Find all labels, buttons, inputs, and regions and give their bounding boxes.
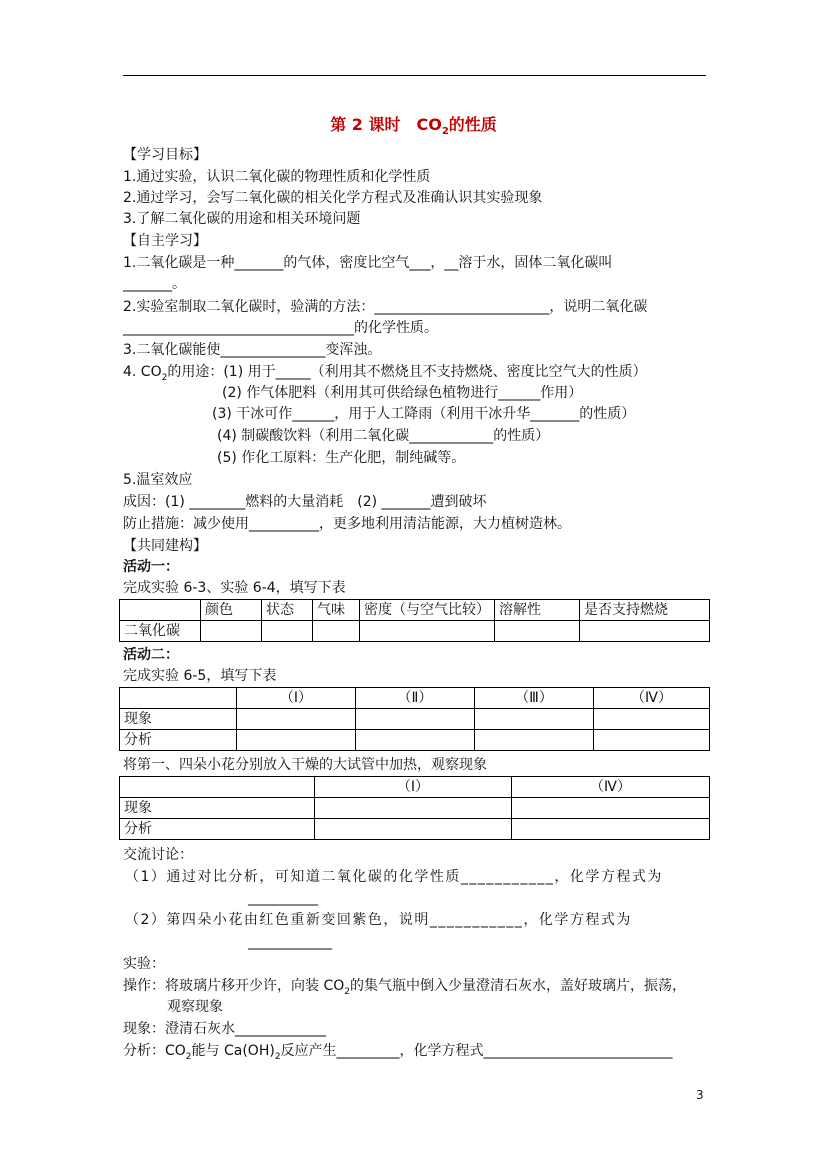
question-3: 3.二氧化碳能使_______________变浑浊。	[123, 342, 382, 358]
page-number: 3	[696, 1088, 704, 1102]
answer-cell[interactable]	[360, 621, 495, 642]
table-header: （Ⅱ）	[356, 688, 475, 709]
page-title: 第 2 课时 $CO_2$的性质	[330, 115, 497, 138]
question-4-line-1: 4. $CO_2$的用途：(1) 用于_____（利用其不燃烧且不支持燃烧、密度比空气大的性质）	[123, 364, 647, 383]
goals-heading: 【学习目标】	[123, 147, 207, 163]
discussion-heading: 交流讨论：	[123, 847, 193, 863]
row-label: 二氧化碳	[120, 621, 201, 642]
property-table	[119, 599, 710, 642]
answer-cell[interactable]	[313, 621, 360, 642]
answer-cell[interactable]	[237, 709, 356, 730]
table-row	[120, 709, 710, 730]
answer-cell[interactable]	[315, 819, 512, 840]
phenomenon-line: 现象：澄清石灰水_____________	[123, 1021, 326, 1037]
build-heading: 【共同建构】	[123, 538, 207, 554]
row-label: 分析	[120, 819, 315, 840]
question-4-use-2: (2) 作气体肥料（利用其可供给绿色植物进行______作用）	[222, 385, 583, 401]
answer-cell[interactable]	[475, 730, 594, 751]
question-4-use-3: (3) 干冰可作______，用于人工降雨（利用干冰升华_______的性质）	[212, 406, 636, 422]
table-header: （Ⅰ）	[315, 777, 512, 798]
answer-cell[interactable]	[594, 730, 710, 751]
row-label: 分析	[120, 730, 237, 751]
table-header: 颜色	[201, 600, 262, 621]
answer-cell[interactable]	[495, 621, 580, 642]
answer-cell[interactable]	[237, 730, 356, 751]
answer-cell[interactable]	[262, 621, 313, 642]
discussion-2-line-1: （2）第四朵小花由红色重新变回紫色，说明___________，化学方程式为	[125, 912, 632, 928]
heating-task: 将第一、四朵小花分别放入干燥的大试管中加热，观察现象	[123, 757, 487, 773]
table-header: （Ⅳ）	[594, 688, 710, 709]
row-label: 现象	[120, 709, 237, 730]
analysis-line: 分析：$CO_2$能与 $Ca(OH)_2$反应产生_________，化学方程式___________________________	[123, 1043, 673, 1062]
activity-2-task: 完成实验 6-5，填写下表	[123, 668, 277, 684]
table-row	[120, 621, 710, 642]
question-1-line-1: 1.二氧化碳是一种_______的气体，密度比空气___，__溶于水，固体二氧化碳叫	[123, 255, 613, 271]
experiment-heading: 实验：	[123, 956, 165, 972]
activity-1-task: 完成实验 6-3、实验 6-4，填写下表	[123, 580, 346, 596]
table-header: 是否支持燃烧	[580, 600, 710, 621]
greenhouse-measure: 防止措施：减少使用__________，更多地利用清洁能源，大力植树造林。	[123, 516, 571, 532]
table-header-row	[120, 688, 710, 709]
answer-cell[interactable]	[201, 621, 262, 642]
question-5: 5.温室效应	[123, 472, 193, 488]
question-4-use-5: (5) 作化工原料：生产化肥，制纯碱等。	[217, 450, 466, 466]
operation-line-2: 观察现象	[167, 999, 223, 1015]
operation-line-1: 操作：将玻璃片移开少许，向装 $CO_2$的集气瓶中倒入少量澄清石灰水，盖好玻璃片，振荡，	[123, 978, 686, 997]
question-1-line-2: _______。	[123, 276, 186, 292]
header-rule	[123, 75, 706, 76]
answer-cell[interactable]	[512, 798, 710, 819]
table-header: （Ⅰ）	[237, 688, 356, 709]
question-2-line-2: _________________________________的化学性质。	[123, 320, 438, 336]
table-row	[120, 798, 710, 819]
answer-cell[interactable]	[594, 709, 710, 730]
table-cell	[120, 600, 201, 621]
table-row	[120, 730, 710, 751]
question-2-line-1: 2.实验室制取二氧化碳时，验满的方法：_________________________，说明二氧化碳	[123, 299, 648, 315]
discussion-1-line-2: __________	[248, 890, 318, 906]
table-header: 状态	[262, 600, 313, 621]
self-study-heading: 【自主学习】	[123, 233, 207, 249]
table-header-row	[120, 777, 710, 798]
activity-2-heading: 活动二：	[123, 647, 179, 663]
table-cell	[120, 688, 237, 709]
answer-cell[interactable]	[315, 798, 512, 819]
table-header-row	[120, 600, 710, 621]
table-row	[120, 819, 710, 840]
answer-cell[interactable]	[512, 819, 710, 840]
goal-item-2: 2.通过学习，会写二氧化碳的相关化学方程式及准确认识其实验现象	[123, 190, 543, 206]
table-header: （Ⅳ）	[512, 777, 710, 798]
answer-cell[interactable]	[475, 709, 594, 730]
heating-table	[119, 776, 710, 840]
table-cell	[120, 777, 315, 798]
goal-item-3: 3.了解二氧化碳的用途和相关环境问题	[123, 211, 361, 227]
activity-1-heading: 活动一：	[123, 559, 179, 575]
answer-cell[interactable]	[356, 730, 475, 751]
question-4-use-4: (4) 制碳酸饮料（利用二氧化碳____________的性质）	[217, 428, 550, 444]
answer-cell[interactable]	[580, 621, 710, 642]
goal-item-1: 1.通过实验，认识二氧化碳的物理性质和化学性质	[123, 169, 431, 185]
discussion-1-line-1: （1）通过对比分析，可知道二氧化碳的化学性质___________，化学方程式为	[125, 869, 663, 885]
table-header: 溶解性	[495, 600, 580, 621]
table-header: （Ⅲ）	[475, 688, 594, 709]
greenhouse-cause: 成因：(1) ________燃料的大量消耗 (2) _______遭到破坏	[123, 494, 487, 510]
table-header: 气味	[313, 600, 360, 621]
table-header: 密度（与空气比较）	[360, 600, 495, 621]
flower-experiment-table	[119, 687, 710, 751]
discussion-2-line-2: ____________	[248, 934, 332, 950]
row-label: 现象	[120, 798, 315, 819]
answer-cell[interactable]	[356, 709, 475, 730]
